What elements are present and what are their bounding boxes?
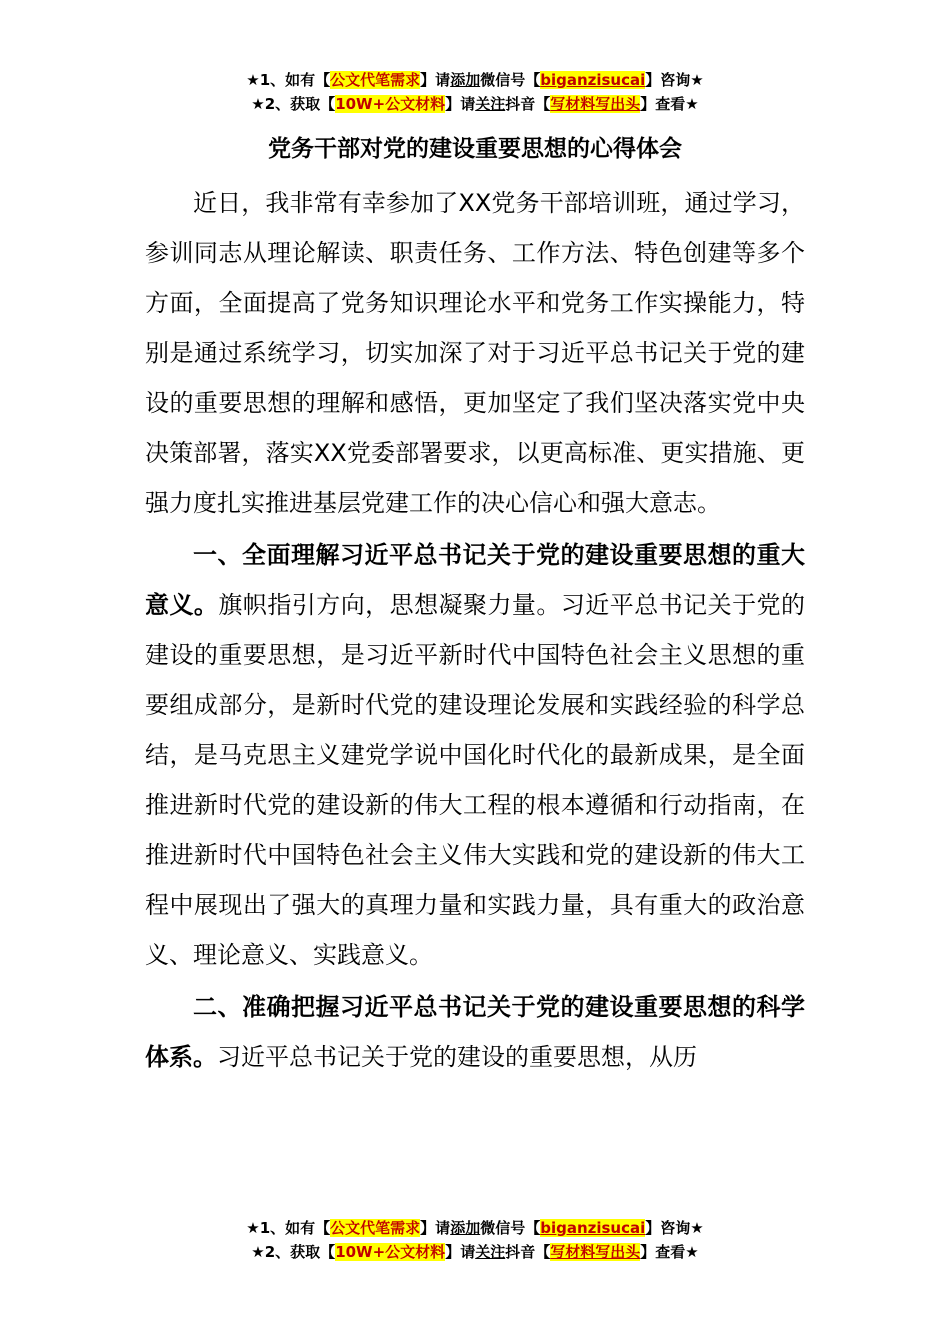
highlight-materials: 10W+公文材料 bbox=[335, 1243, 446, 1261]
banner-text: 】查看★ bbox=[640, 1243, 699, 1261]
wechat-id-link[interactable]: biganzisucai bbox=[540, 1219, 646, 1237]
banner-text: 微信号【 bbox=[480, 71, 541, 89]
banner-text: ★2、获取【 bbox=[251, 1243, 336, 1261]
paragraph-intro: 近日，我非常有幸参加了XX党务干部培训班，通过学习，参训同志从理论解读、职责任务、工作方法、特色创建等多个方面，全面提高了党务知识理论水平和党务工作实操能力，特别是通过系统学习，切实加深了对于习近平总书记关于党的建设的重要思想的理解和感悟，更加坚定了我们坚决落实党中央决策部署，落实XX党委部署要求，以更高标准、更实措施、更强力度扎实推进基层党建工作的决心信心和强大意志。 bbox=[145, 189, 805, 517]
section-2-heading: 二、准确把握习近平总书记关于党的建设重要思想的科学体系。 bbox=[145, 993, 805, 1071]
banner-text: ★2、获取【 bbox=[251, 95, 336, 113]
douyin-account-link[interactable]: 写材料写出头 bbox=[550, 1243, 641, 1261]
section-1-heading: 一、全面理解习近平总书记关于党的建设重要思想的重大意义。 bbox=[145, 541, 805, 619]
paragraph-section-2 bbox=[145, 982, 805, 1082]
banner-line-1 bbox=[0, 1216, 950, 1240]
banner-text: 】咨询★ bbox=[645, 1219, 704, 1237]
highlight-service: 公文代笔需求 bbox=[330, 1219, 421, 1237]
banner-text: 微信号【 bbox=[480, 1219, 541, 1237]
banner-line-1 bbox=[0, 68, 950, 92]
banner-underlined-text: 添加 bbox=[450, 71, 481, 89]
highlight-materials: 10W+公文材料 bbox=[335, 95, 446, 113]
document-body bbox=[145, 178, 805, 1082]
banner-text: 】请 bbox=[445, 95, 476, 113]
banner-underlined-text: 关注 bbox=[475, 95, 506, 113]
section-2-text: 习近平总书记关于党的建设的重要思想，从历 bbox=[217, 1043, 697, 1071]
banner-text: 】请 bbox=[420, 1219, 451, 1237]
paragraph-section-1 bbox=[145, 530, 805, 980]
banner-line-2 bbox=[0, 92, 950, 116]
banner-text: 抖音【 bbox=[505, 1243, 551, 1261]
banner-text: ★1、如有【 bbox=[246, 71, 331, 89]
banner-text: ★1、如有【 bbox=[246, 1219, 331, 1237]
section-1-text: 旗帜指引方向，思想凝聚力量。习近平总书记关于党的建设的重要思想，是习近平新时代中国特色社会主义思想的重要组成部分，是新时代党的建设理论发展和实践经验的科学总结，是马克思主义建党学说中国化时代化的最新成果，是全面推进新时代党的建设新的伟大工程的根本遵循和行动指南，在推进新时代中国特色社会主义伟大实践和党的建设新的伟大工程中展现出了强大的真理力量和实践力量，具有重大的政治意义、理论意义、实践意义。 bbox=[145, 591, 806, 969]
header-banner bbox=[0, 68, 950, 116]
document-title: 党务干部对党的建设重要思想的心得体会 bbox=[268, 136, 682, 162]
banner-underlined-text: 添加 bbox=[450, 1219, 481, 1237]
banner-text: 】请 bbox=[420, 71, 451, 89]
footer-banner bbox=[0, 1216, 950, 1264]
banner-text: 】查看★ bbox=[640, 95, 699, 113]
highlight-service: 公文代笔需求 bbox=[330, 71, 421, 89]
banner-text: 】咨询★ bbox=[645, 71, 704, 89]
banner-text: 】请 bbox=[445, 1243, 476, 1261]
douyin-account-link[interactable]: 写材料写出头 bbox=[550, 95, 641, 113]
banner-underlined-text: 关注 bbox=[475, 1243, 506, 1261]
wechat-id-link[interactable]: biganzisucai bbox=[540, 71, 646, 89]
banner-line-2 bbox=[0, 1240, 950, 1264]
banner-text: 抖音【 bbox=[505, 95, 551, 113]
